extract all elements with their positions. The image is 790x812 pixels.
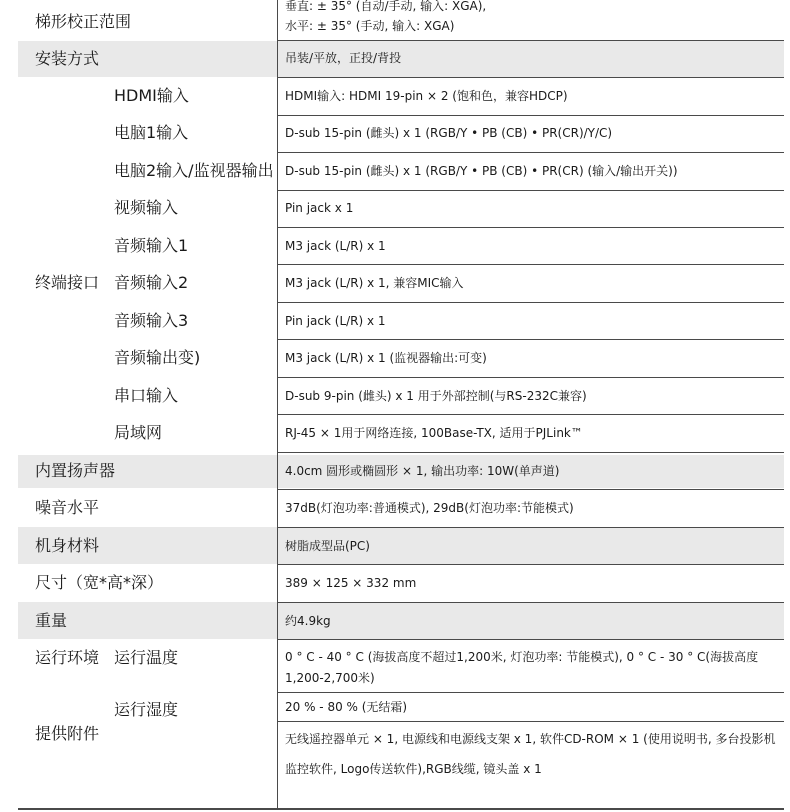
value-speaker: 4.0cm 圆形或椭圆形 × 1, 输出功率: 10W(单声道) (285, 464, 560, 478)
sub-label-temp: 运行温度 (114, 648, 179, 667)
value-noise: 37dB(灯泡功率:普通模式), 29dB(灯泡功率:节能模式) (285, 501, 574, 515)
table-bottom-border (18, 808, 784, 810)
row-divider (278, 692, 784, 693)
sub-label-audio3: 音频输入3 (114, 311, 189, 330)
value-weight: 约4.9kg (285, 614, 331, 628)
row-divider (278, 602, 784, 603)
sub-label-lan: 局域网 (114, 423, 163, 442)
sub-label-audio2: 音频输入2 (114, 273, 189, 292)
sub-label-pc2: 电脑2输入/监视器输出 (114, 161, 274, 180)
row-divider (278, 564, 784, 565)
row-divider (278, 152, 784, 153)
label-weight: 重量 (35, 611, 68, 630)
value-audio2: M3 jack (L/R) x 1, 兼容MIC输入 (285, 276, 464, 290)
row-divider (278, 264, 784, 265)
row-divider (278, 527, 784, 528)
row-bg (18, 602, 784, 639)
label-terminals: 终端接口 (35, 273, 100, 292)
value-temp: 0 ° C - 40 ° C (海拔高度不超过1,200米, 灯泡功率: 节能模式), 0 ° C - 30 ° C(海拔高度1,200-2,700米) (285, 650, 759, 685)
value-install: 吊装/平放，正投/背投 (285, 51, 402, 65)
row-divider (278, 77, 784, 78)
row-divider (278, 414, 784, 415)
value-humidity: 20 % - 80 % (无结霜) (285, 700, 408, 714)
label-size: 尺寸（宽*高*深） (35, 573, 164, 592)
label-speaker: 内置扬声器 (35, 461, 116, 480)
sub-label-audio-out: 音频输出变) (114, 348, 201, 367)
value-size: 389 × 125 × 332 mm (285, 576, 417, 590)
value-audio-out: M3 jack (L/R) x 1 (监视器输出:可变) (285, 351, 487, 365)
row-divider (278, 489, 784, 490)
sub-label-hdmi: HDMI输入 (114, 86, 189, 105)
sub-label-video: 视频输入 (114, 198, 179, 217)
row-divider (278, 639, 784, 640)
value-keystone: 垂直: ± 35° (自动/手动, 输入: XGA), 水平: ± 35° (手动, 输入: XGA) (285, 0, 487, 33)
row-divider (278, 721, 784, 722)
value-video: Pin jack x 1 (285, 201, 354, 215)
value-pc2: D-sub 15-pin (雌头) x 1 (RGB/Y • PB (CB) • PR(CR) (输入/输出开关)) (285, 164, 678, 178)
value-audio3: Pin jack (L/R) x 1 (285, 314, 386, 328)
sub-label-humidity: 运行湿度 (114, 700, 179, 719)
label-keystone: 梯形校正范围 (35, 12, 132, 31)
label-install: 安装方式 (35, 49, 100, 68)
column-divider (277, 0, 278, 810)
value-material: 树脂成型品(PC) (285, 539, 370, 553)
row-divider (278, 227, 784, 228)
value-accessories: 无线遥控器单元 × 1, 电源线和电源线支架 x 1, 软件CD-ROM × 1 (使用说明书, 多台投影机监控软件, Logo传送软件),RGB线缆, 镜头盖 x 1 (285, 732, 776, 776)
row-divider (278, 377, 784, 378)
sub-label-serial: 串口输入 (114, 386, 179, 405)
value-serial: D-sub 9-pin (雌头) x 1 用于外部控制(与RS-232C兼容) (285, 389, 587, 403)
label-noise: 噪音水平 (35, 498, 100, 517)
row-divider (278, 302, 784, 303)
label-material: 机身材料 (35, 536, 100, 555)
row-divider (278, 339, 784, 340)
value-pc1: D-sub 15-pin (雌头) x 1 (RGB/Y • PB (CB) • PR(CR)/Y/C) (285, 126, 613, 140)
sub-label-audio1: 音频输入1 (114, 236, 189, 255)
label-accessories: 提供附件 (35, 724, 100, 743)
row-divider (278, 452, 784, 453)
row-divider (278, 40, 784, 41)
row-divider (278, 190, 784, 191)
row-divider (278, 115, 784, 116)
value-audio1: M3 jack (L/R) x 1 (285, 239, 386, 253)
sub-label-pc1: 电脑1输入 (114, 123, 189, 142)
value-hdmi: HDMI输入: HDMI 19-pin × 2 (饱和色，兼容HDCP) (285, 89, 568, 103)
row-bg (18, 527, 784, 564)
label-environment: 运行环境 (35, 648, 100, 667)
value-lan: RJ-45 × 1用于网络连接, 100Base-TX, 适用于PJLink™ (285, 426, 583, 440)
